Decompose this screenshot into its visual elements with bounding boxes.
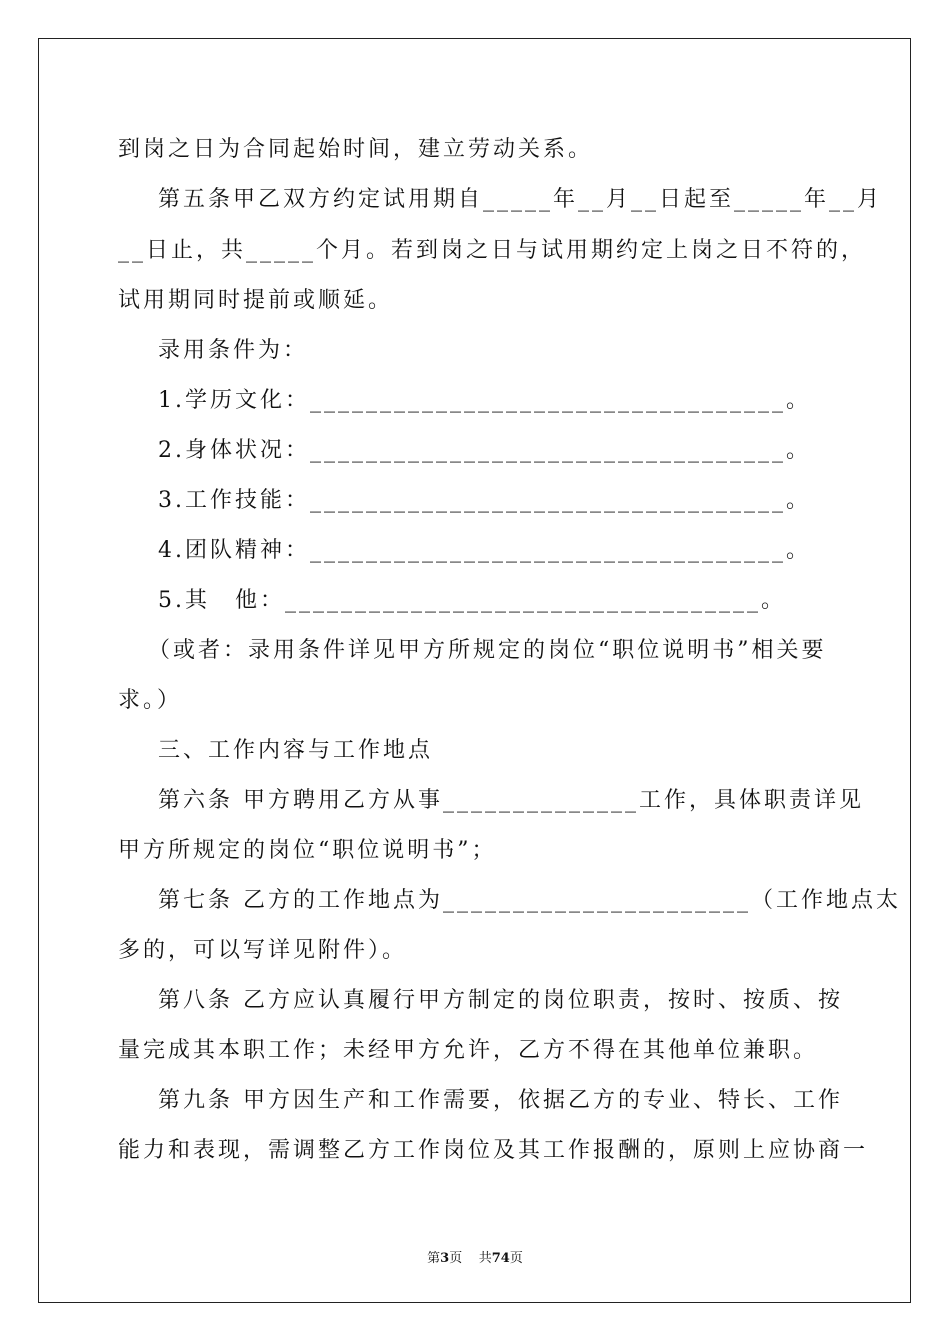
text-line: 第八条 乙方应认真履行甲方制定的岗位职责，按时、按质、按 [118, 988, 843, 1013]
text-line: 1.学历文化：__________________________________。 [118, 388, 811, 413]
footer-total-prefix: 共 [478, 1251, 492, 1266]
text-line: 5.其 他：__________________________________。 [118, 588, 786, 613]
footer-total-suffix: 页 [509, 1251, 523, 1266]
text-line: 第九条 甲方因生产和工作需要，依据乙方的专业、特长、工作 [118, 1088, 843, 1113]
text-line: 2.身体状况：__________________________________。 [118, 438, 811, 463]
text-line: 3.工作技能：__________________________________。 [118, 488, 811, 513]
footer-page-number: 3 [440, 1251, 450, 1266]
footer-total-pages: 74 [491, 1251, 510, 1266]
text-line: 4.团队精神：__________________________________。 [118, 538, 811, 563]
text-line: 第七条 乙方的工作地点为______________________（工作地点太 [118, 888, 901, 913]
text-line: 甲方所规定的岗位“职位说明书”； [118, 838, 497, 863]
section-heading: 三、工作内容与工作地点 [118, 738, 433, 763]
text-line: __日止，共_____个月。若到岗之日与试用期约定上岗之日不符的， [118, 238, 867, 263]
text-line: 录用条件为： [118, 338, 308, 363]
text-line: 试用期同时提前或顺延。 [118, 288, 394, 313]
text-line: 量完成其本职工作；未经甲方允许，乙方不得在其他单位兼职。 [118, 1038, 819, 1063]
text-line: （或者：录用条件详见甲方所规定的岗位“职位说明书”相关要 [118, 638, 827, 663]
text-line: 多的，可以写详见附件）。 [118, 938, 408, 963]
text-line: 第五条甲乙双方约定试用期自_____年__月__日起至_____年__月 [118, 187, 882, 212]
text-line: 第六条 甲方聘用乙方从事______________工作，具体职责详见 [118, 788, 864, 813]
text-line: 能力和表现，需调整乙方工作岗位及其工作报酬的，原则上应协商一 [118, 1138, 869, 1163]
text-line: 到岗之日为合同起始时间，建立劳动关系。 [118, 137, 594, 162]
footer-page-suffix: 页 [449, 1251, 463, 1266]
footer-page-prefix: 第 [427, 1251, 441, 1266]
page-footer [0, 1247, 950, 1266]
text-line: 求。） [118, 688, 183, 713]
